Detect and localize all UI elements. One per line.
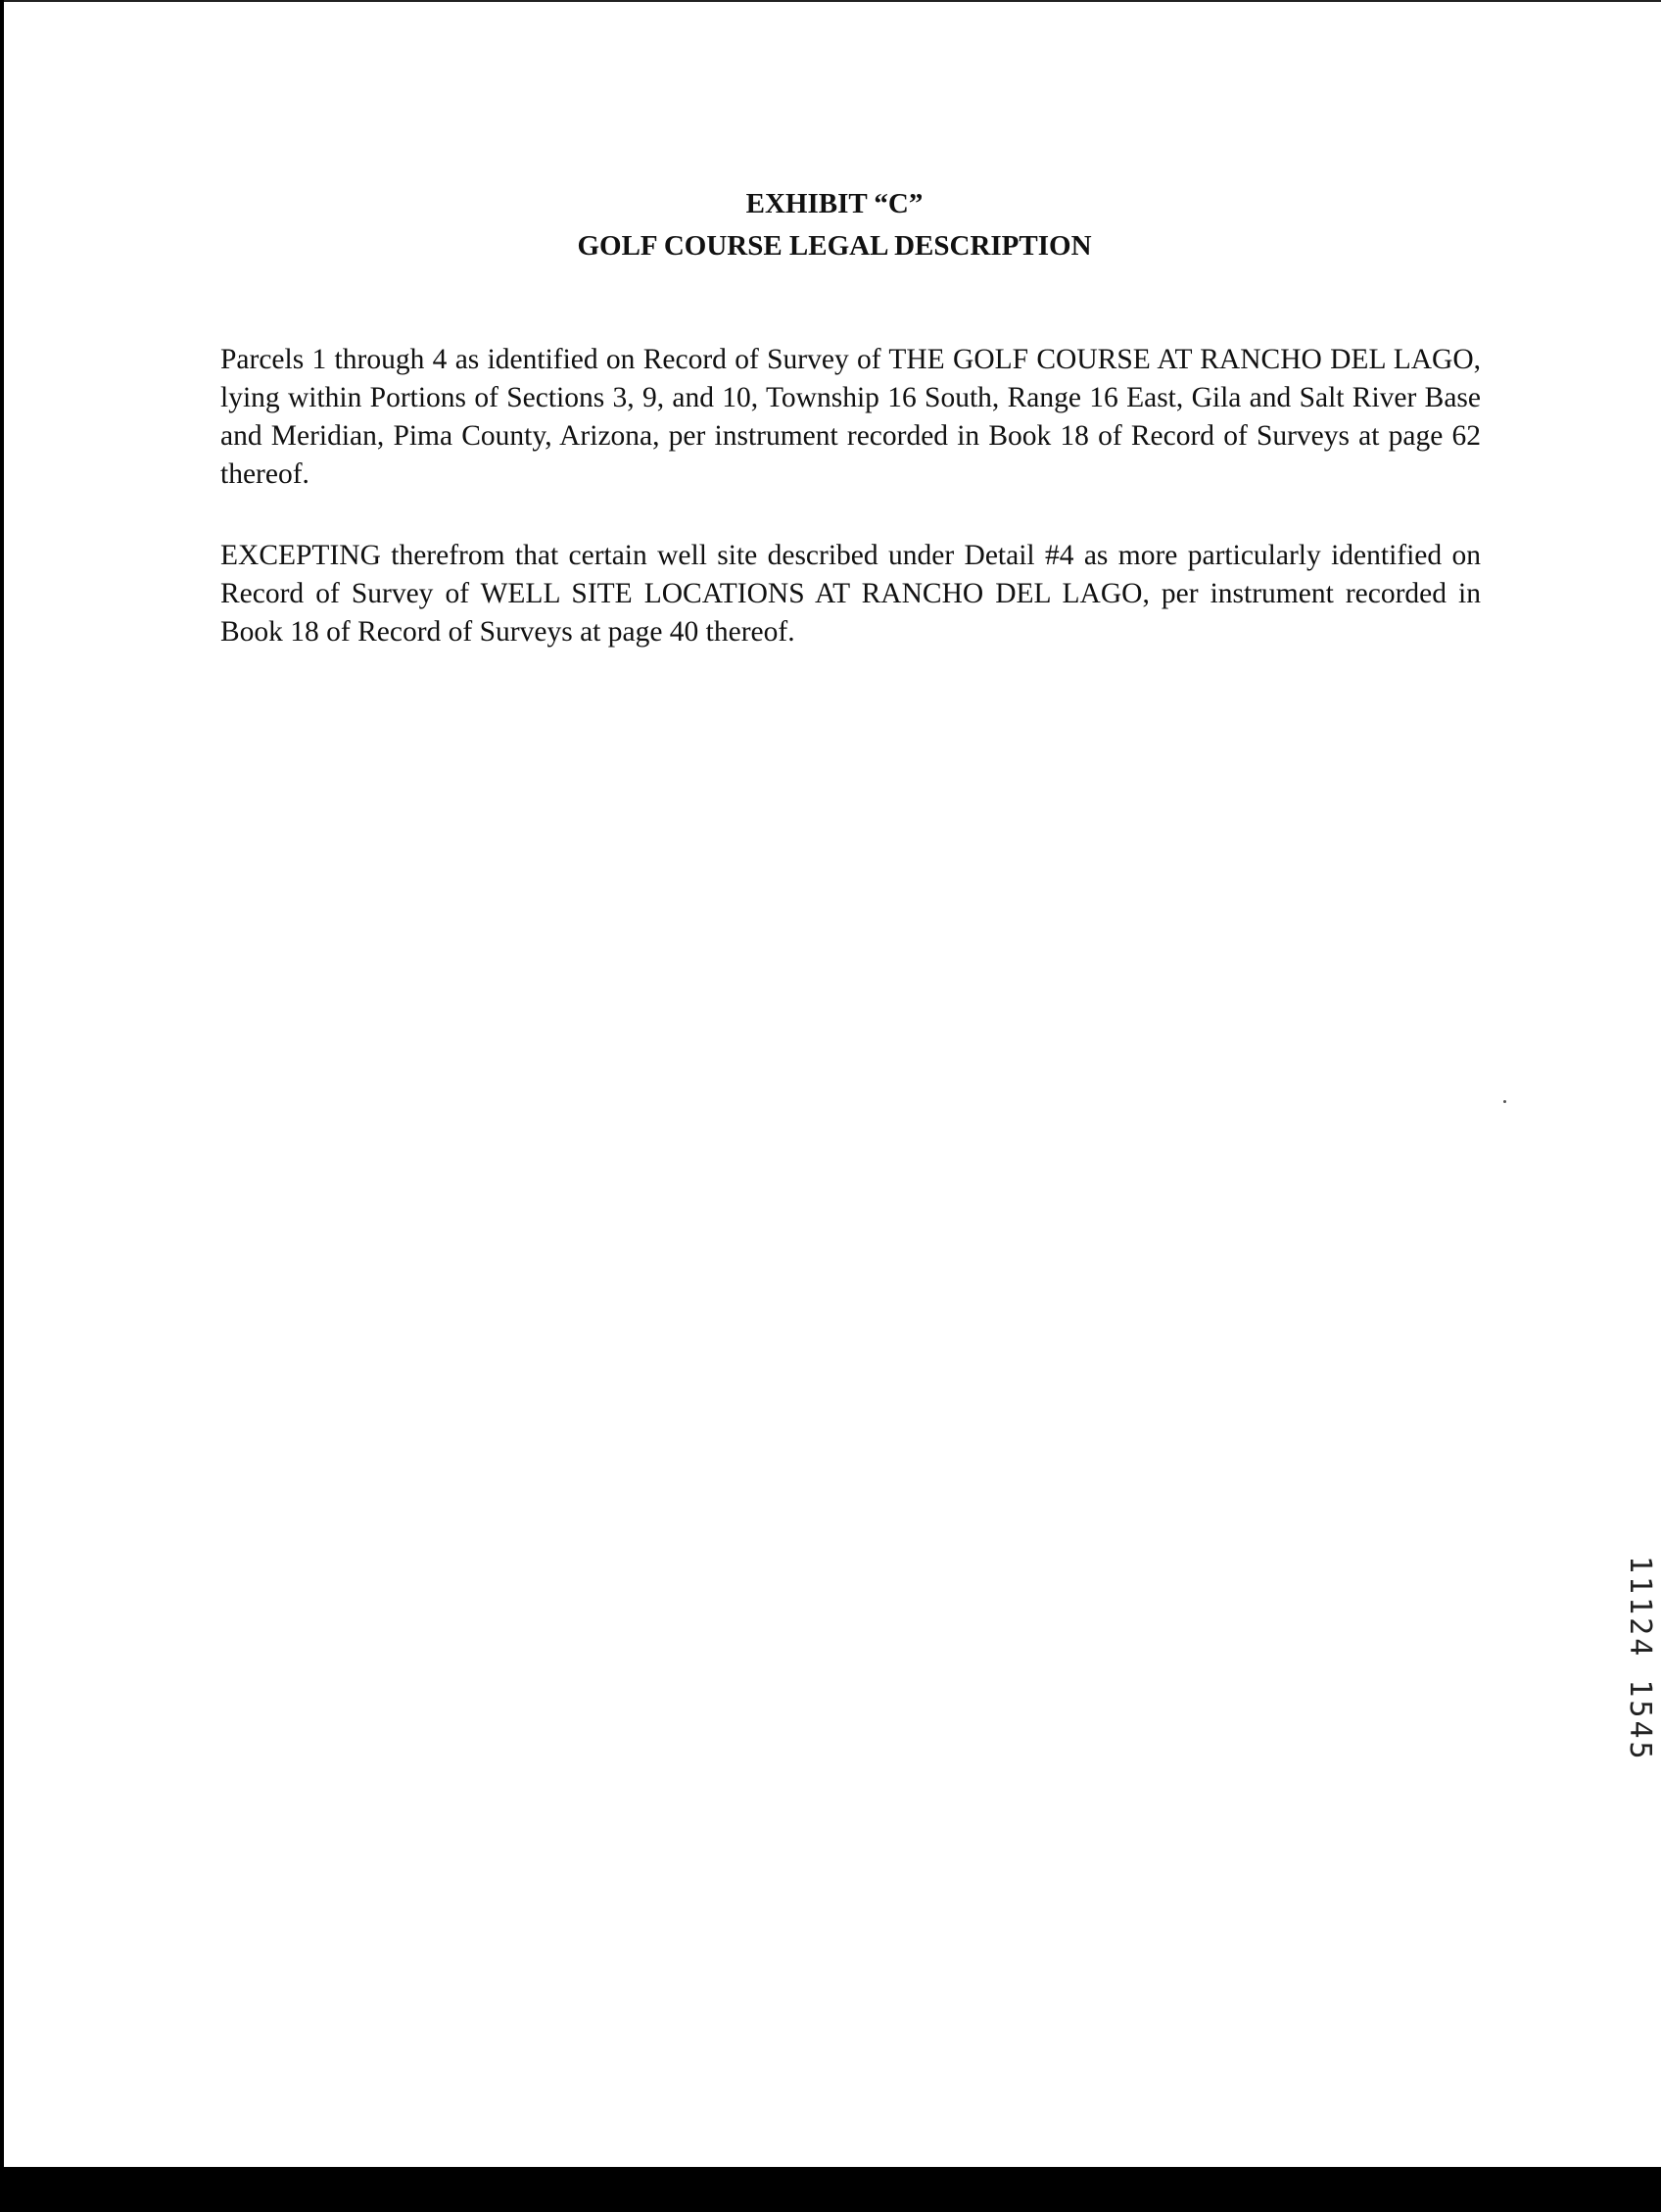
scan-bottom-band [4, 2167, 1661, 2212]
scan-top-edge [4, 0, 1661, 2]
scan-speck [1503, 1100, 1506, 1103]
document-subtitle: GOLF COURSE LEGAL DESCRIPTION [577, 230, 1092, 262]
recording-stamp [1620, 1556, 1659, 1908]
recording-stamp-number: 11124 1545 [1623, 1556, 1657, 1762]
exhibit-title: EXHIBIT “C” [745, 188, 924, 219]
exception-paragraph: EXCEPTING therefrom that certain well site described under Detail #4 as more particularly identified on Record of Survey of WELL SITE LOCATIONS AT RANCHO DEL LAGO, per instrument recorded in Book 18 of Record of Surveys at page 40 thereof. [220, 540, 1481, 648]
legal-description-paragraph: Parcels 1 through 4 as identified on Record of Survey of THE GOLF COURSE AT RANCHO DEL LAGO, lying within Portions of Sections 3, 9, and 10, Township 16 South, Range 16 East, Gila and Salt River Base and Meridian, Pima County, Arizona, per instrument recorded in Book 18 of Record of Surveys at page 62 thereof. [220, 344, 1481, 490]
